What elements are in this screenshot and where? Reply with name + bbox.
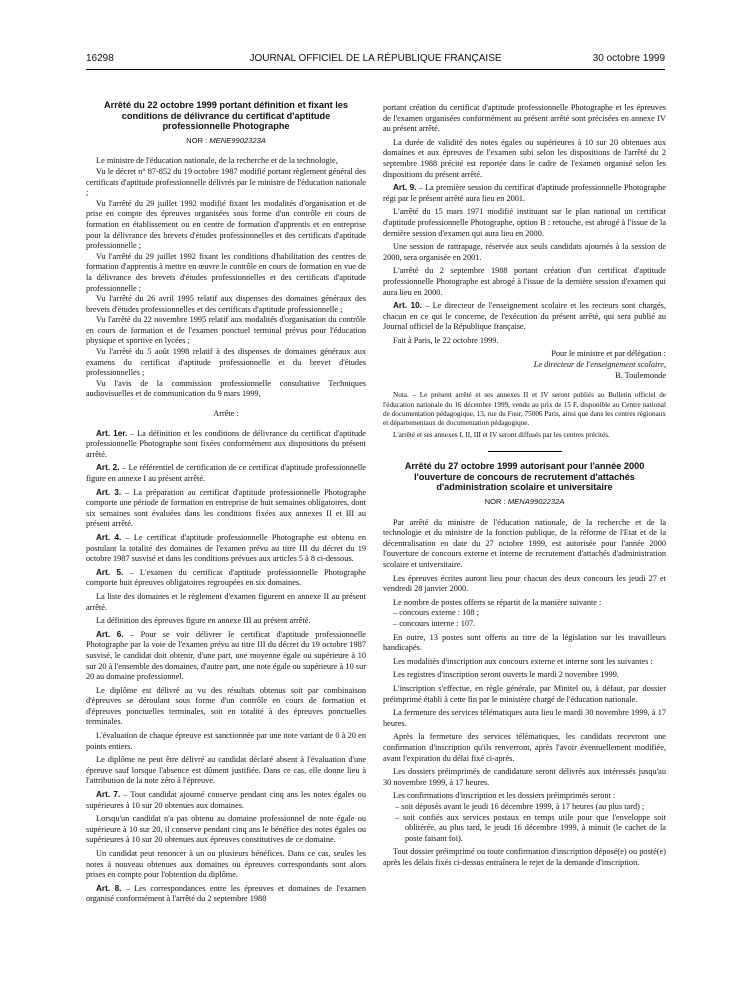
article-paragraph (86, 488, 366, 530)
article-paragraph (383, 301, 666, 333)
condition-item: – soit déposés avant le jeudi 16 décembre 1999, à 17 heures (au plus tard) ; (395, 801, 645, 811)
article-label: Art. 4. (96, 532, 122, 542)
article-text: – Tout candidat ajourné conserve pendant cinq ans les notes égales ou supérieures à 10 sur 20 obtenues aux domaines. (86, 790, 366, 810)
article-text: – Le certificat d'aptitude professionnelle Photographe est obtenu en postulant la totalité des domaines de l'examen prévu au titre III du décret du 19 octobre 1987 susvisé et dans les conditions prévues aux articles 5 à 8 ci-dessous. (86, 532, 366, 564)
issue-date: 30 octobre 1999 (592, 53, 665, 64)
preamble-paragraph: Vu l'avis de la commission professionnelle consultative Techniques audiovisuelles et de communication du 9 mars 1999, (86, 378, 366, 399)
signature-line-3: B. Toulemonde (615, 370, 666, 380)
article-text: Le diplôme est délivré au vu des résultats obtenus soit par combinaison d'épreuves se déroulant sous forme d'un contrôle en cours de formation et d'épreuves ponctuelles terminales, soit en totalité à des épreuves ponctuelles terminales. (86, 685, 366, 727)
nota-paragraph: Nota. – Le présent arrêté et ses annexes II et IV seront publiés au Bulletin officiel de l'éducation nationale du 16 décembre 1999, vendu au prix de 15 F, disponible au Centre national de documentation pédagogique, 13, rue du Four, 75006 Paris, ainsi que dans les centres régionaux et départementaux de documentation pédagogique. (383, 391, 666, 428)
article-paragraph (86, 429, 366, 461)
doc2-conditions (383, 802, 666, 844)
article-text: La liste des domaines et le règlement d'examen figurent en annexe II au présent arrêté. (86, 591, 366, 612)
arrete-word: Arrête : (213, 409, 239, 419)
article-subparagraph (383, 103, 666, 135)
preamble-paragraph: Le ministre de l'éducation nationale, de la recherche et de la technologie, (96, 156, 338, 166)
article-label: Art. 9. (393, 183, 417, 193)
doc2-posts (383, 608, 666, 629)
preamble-paragraph: Vu l'arrêté du 5 août 1998 relatif à des dispenses de domaines généraux aux examens du certificat d'aptitude professionnelle et du brevet d'études professionnelles ; (86, 347, 366, 378)
preamble-paragraph: Vu l'arrêté du 22 novembre 1995 relatif aux modalités d'organisation du contrôle en cours de formation et de l'examen ponctuel terminal prévus pour l'éducation physique et sportive en lycées ; (86, 315, 366, 346)
header-rule (86, 69, 665, 70)
doc1-continuation (383, 103, 666, 333)
article-label: Art. 3. (96, 487, 122, 497)
article-text: – La préparation au certificat d'aptitude professionnelle Photographe comporte une période de formation en entreprise de huit semaines obligatoires, dont six semaines sont évaluées dans les conditions fixées aux annexes II et III au présent arrêté. (86, 487, 367, 529)
article-text: L'évaluation de chaque épreuve est sanctionnée par une note variant de 0 à 20 en points entiers. (86, 731, 366, 751)
article-label: Art. 2. (96, 463, 120, 473)
doc2-paragraphs-2 (383, 633, 666, 802)
article-text: – Le référentiel de certification de ce certificat d'aptitude professionnelle figure en annexe I au présent arrêté. (86, 463, 366, 483)
article-subparagraph (86, 755, 366, 787)
article-label: Art. 10. (393, 301, 422, 311)
doc2-paragraph: La fermeture des services télématiques aura lieu le mardi 30 novembre 1999, à 17 heures. (383, 708, 666, 728)
post-count-item: – concours interne : 107. (393, 619, 476, 628)
article-text: Lorsqu'un candidat n'a pas obtenu au domaine professionnel de note égale ou supérieure à 10 sur 20, il conserve pendant cinq ans le bénéfice des notes égales ou supérieures à 10 sur 20 obtenues aux épreuves constitutives de ce domaine. (86, 814, 366, 845)
article-paragraph (86, 790, 366, 811)
doc2-paragraphs (383, 518, 666, 609)
doc2-paragraph: L'inscription s'effectue, en règle générale, par Minitel ou, à défaut, par dossier préimprimé établi à cette fin par le ministère chargé de l'éducation nationale. (383, 683, 666, 704)
doc2-paragraph: Par arrêté du ministre de l'éducation nationale, de la recherche et de la technologie et du ministre de la fonction publique, de la réforme de l'Etat et de la décentralisation en date du 27 octobre 1999, est autorisée pour l'année 2000 l'ouverture de concours externe et interne de recrutement d'attachés d'administration scolaire et universitaire. (383, 517, 666, 570)
doc2-final: Tout dossier préimprimé ou toute confirmation d'inscription déposé(e) ou posté(e) après les délais fixés ci-dessus entraînera le rejet de la demande d'inscription. (383, 847, 666, 867)
done-at: Fait à Paris, le 22 octobre 1999. (393, 335, 499, 345)
doc2-paragraph: Le nombre de postes offerts se répartit de la manière suivante : (393, 597, 602, 607)
article-subparagraph (86, 814, 366, 846)
article-paragraph (86, 884, 366, 905)
journal-title: JOURNAL OFFICIEL DE LA RÉPUBLIQUE FRANÇAISE (249, 53, 502, 64)
preamble-paragraph: Vu le décret n° 87-852 du 19 octobre 1987 modifié portant règlement général des certificats d'aptitude professionnelle délivrés par le ministre de l'éducation nationale ; (86, 166, 366, 198)
doc2-paragraph: Les registres d'inscription seront ouverts le mardi 2 novembre 1999. (393, 670, 619, 680)
article-subparagraph (383, 207, 666, 239)
article-text: L'arrêté du 2 septembre 1988 portant création d'un certificat d'aptitude professionnelle Photographe est abrogé à l'issue de la dernière session d'examen qui aura lieu en 2000. (383, 266, 666, 297)
right-column (383, 100, 666, 868)
article-text: – Pour se voir délivrer le certificat d'aptitude professionnelle Photographe par la voie de l'examen prévu au titre III du décret du 19 octobre 1987 susvisé, le candidat doit obtenir, d'une part, une moyenne égale ou supérieure à 10 sur 20 à l'ensemble des domaines, d'autre part, une note égale ou supérieure à 10 sur 20 au domaine professionnel. (86, 629, 366, 682)
article-subparagraph (383, 266, 666, 298)
article-subparagraph (383, 138, 666, 180)
post-count-item: – concours externe : 108 ; (393, 608, 479, 618)
doc1-nor: NOR : MENE9902323A (186, 135, 266, 145)
doc2-title: Arrêté du 27 octobre 1999 autorisant pour l'année 2000 l'ouverture de concours de recrutement d'attachés d'administration scolaire et universitaire (404, 461, 645, 493)
signature-line-1: Pour le ministre et par délégation : (551, 349, 666, 359)
article-text: – Le directeur de l'enseignement scolaire et les recteurs sont chargés, chacun en ce qui le concerne, de l'exécution du présent arrêté, qui sera publié au Journal officiel de la République française. (383, 301, 666, 332)
article-text: Un candidat peut renoncer à un ou plusieurs bénéfices. Dans ce cas, seules les notes à nouveau obtenues aux domaines ou épreuves correspondants sont alors prises en compte pour l'obtention du diplôme. (86, 849, 366, 880)
page-header (86, 53, 665, 67)
article-label: Art. 5. (96, 567, 124, 577)
signature-line-2: Le directeur de l'enseignement scolaire, (533, 360, 666, 370)
article-paragraph (86, 463, 366, 484)
article-text: – Les correspondances entre les épreuves et domaines de l'examen organisé conformément à l'arrêté du 2 septembre 1988 (86, 883, 366, 904)
article-label: Art. 7. (96, 790, 121, 800)
article-text: Une session de rattrapage, réservée aux seuls candidats ajournés à la session de 2000, sera organisée en 2001. (383, 242, 666, 262)
doc1-title: Arrêté du 22 octobre 1999 portant définition et fixant les conditions de délivrance du certificat d'aptitude professionnelle Photographe (103, 100, 349, 132)
doc1-preamble (86, 156, 366, 400)
preamble-paragraph: Vu l'arrêté du 29 juillet 1992 modifié fixant les modalités d'organisation et de prise en compte des épreuves organisées sous forme d'un contrôle en cours de formation en établissement ou en centre de formation d'apprentis et en entreprise pour la délivrance des brevets d'études professionnelles et des certificats d'aptitude professionnelle ; (86, 198, 366, 251)
doc2-nor-code: MENA9902232A (507, 497, 565, 507)
article-subparagraph (383, 242, 666, 263)
doc2-nor: NOR : MENA9902232A (484, 497, 565, 507)
article-label: Art. 1er. (96, 428, 128, 438)
article-paragraph (86, 630, 366, 683)
article-text: portant création du certificat d'aptitude professionnelle Photographe et les épreuves de l'examen organisées conformément au présent arrêté sont précisées en annexe IV au présent arrêté. (383, 103, 666, 134)
condition-item: – soit confiés aux services postaux en temps utile pour que l'enveloppe soit oblitérée, au plus tard, le jeudi 16 décembre 1999, à minuit (le cachet de la poste faisant foi). (395, 812, 666, 843)
doc2-paragraph: Les épreuves écrites auront lieu pour chacun des deux concours les jeudi 27 et vendredi 28 janvier 2000. (383, 573, 666, 594)
article-text: L'arrêté du 15 mars 1971 modifié instituant sur le plan national un certificat d'aptitude professionnelle Photographe, option B : retouche, est abrogé à l'issue de la dernière session d'examen qui aura lieu en 2000. (383, 207, 666, 238)
article-label: Art. 6. (96, 629, 124, 639)
article-text: – La première session du certificat d'aptitude professionnelle Photographe régi par le présent arrêté aura lieu en 2001. (383, 183, 666, 203)
article-text: La durée de validité des notes égales ou supérieures à 10 sur 20 obtenues aux domaines et aux épreuves de l'examen subi selon les dispositions de l'arrêté du 2 septembre 1988 précité est reportée dans le cadre de l'examen organisé selon les dispositions du présent arrêté. (383, 137, 666, 179)
article-subparagraph (86, 592, 366, 613)
doc1-articles (86, 429, 366, 905)
article-text: – La définition et les conditions de délivrance du certificat d'aptitude professionnelle Photographe sont fixées conformément aux dispositions du présent arrêté. (86, 428, 366, 459)
article-text: – L'examen du certificat d'aptitude professionnelle Photographe comporte huit épreuves obligatoires regroupées en six domaines. (86, 567, 366, 588)
nota-paragraph-2: L'arrêté et ses annexes I, II, III et IV seront diffusés par les centres précités. (393, 430, 610, 439)
article-text: Le diplôme ne peut être délivré au candidat déclaré absent à l'évaluation d'une épreuve sauf lorsque l'absence est dûment justifiée. Dans ce cas, elle donne lieu à l'attribution de la note zéro à l'épreuve. (86, 755, 366, 786)
page-number: 16298 (86, 53, 114, 64)
section-separator (488, 451, 562, 452)
left-column (86, 100, 366, 905)
doc2-paragraph: Les modalités d'inscription aux concours externe et interne sont les suivantes : (393, 656, 653, 666)
doc1-nor-code: MENE9902323A (209, 135, 266, 145)
article-text: La définition des épreuves figure en annexe III au présent arrêté. (96, 616, 311, 626)
preamble-paragraph: Vu l'arrêté du 29 juillet 1992 fixant les conditions d'habilitation des centres de formation d'apprentis à mettre en œuvre le contrôle en cours de formation en vue de la délivrance des brevets d'études professionnelles et des certificats d'aptitude professionnelle ; (86, 251, 366, 293)
article-label: Art. 8. (96, 883, 122, 893)
doc2-paragraph: En outre, 13 postes sont offerts au titre de la législation sur les travailleurs handicapés. (383, 632, 666, 653)
article-paragraph (86, 568, 366, 589)
article-subparagraph (86, 849, 366, 881)
article-subparagraph (86, 731, 366, 752)
article-paragraph (86, 533, 366, 565)
doc2-paragraph: Les dossiers préimprimés de candidature seront délivrés aux intéressés jusqu'au 30 novembre 1999, à 17 heures. (383, 767, 666, 787)
article-subparagraph (86, 616, 366, 627)
doc2-paragraph: Les confirmations d'inscription et les dossiers préimprimés seront : (393, 791, 616, 801)
article-subparagraph (86, 686, 366, 728)
article-paragraph (383, 183, 666, 204)
doc2-paragraph: Après la fermeture des services télématiques, les candidats recevront une confirmation d'inscription qu'ils renverront, après l'avoir éventuellement modifiée, avant l'expiration du délai fixé ci-après. (383, 732, 666, 763)
preamble-paragraph: Vu l'arrêté du 26 avril 1995 relatif aux dispenses des domaines généraux des brevets d'études professionnelles et des certificats d'aptitude professionnelle ; (86, 294, 366, 314)
